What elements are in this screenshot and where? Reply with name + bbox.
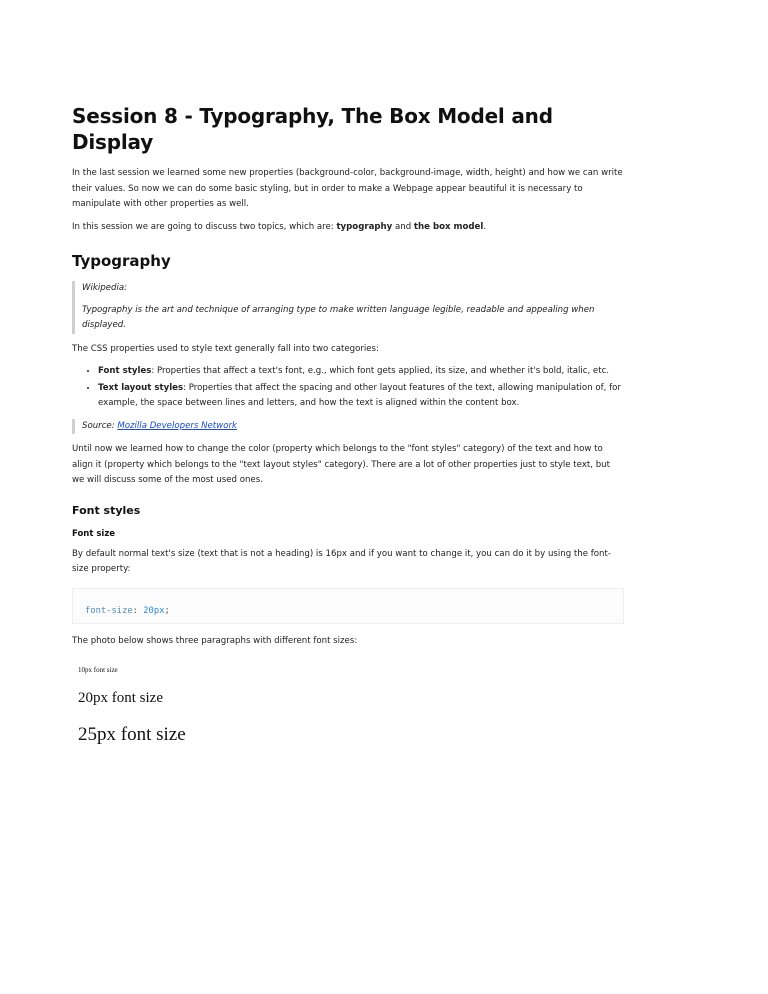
- mdn-link[interactable]: Mozilla Developers Network: [117, 420, 237, 431]
- topics-and: and: [392, 221, 414, 232]
- wikipedia-quote: [72, 281, 624, 334]
- page-title: Session 8 - Typography, The Box Model and Display: [72, 104, 553, 154]
- demo-10px-text: 10px font size: [78, 666, 118, 674]
- list-item-term: Text layout styles: [98, 382, 184, 393]
- quote-source: Wikipedia:: [82, 283, 127, 293]
- list-item-desc: : Properties that affect the spacing and other layout features of the text, allowing manipulation of, for example, the space between lines and letters, and how the text is aligned within the content box.: [98, 382, 621, 408]
- code-value: 20px: [143, 605, 165, 616]
- topics-paragraph: [72, 220, 624, 236]
- font-size-heading: Font size: [72, 528, 116, 539]
- source-line: [82, 419, 624, 435]
- categories-list: [72, 364, 624, 412]
- list-item: [98, 364, 624, 380]
- font-styles-heading: Font styles: [72, 503, 141, 517]
- list-item: [98, 381, 624, 412]
- topics-prefix: In this session we are going to discuss two topics, which are:: [72, 221, 337, 232]
- topics-suffix: .: [483, 221, 487, 232]
- font-size-paragraph: By default normal text's size (text that is not a heading) is 16px and if you want to change it, you can do it by using the font-size property:: [72, 548, 611, 574]
- code-semicolon: ;: [164, 605, 170, 616]
- code-block: [72, 588, 624, 624]
- photo-caption: The photo below shows three paragraphs with different font sizes:: [72, 635, 358, 646]
- categories-intro: The CSS properties used to style text generally fall into two categories:: [72, 343, 379, 354]
- article: [72, 103, 624, 747]
- intro-paragraph: In the last session we learned some new properties (background-color, background-image, width, height) and how we can write their values. So now we can do some basic styling, but in order to make a Webpage appear beautiful it is necessary to manipulate with other properties as well.: [72, 168, 623, 209]
- topic-box-model: the box model: [413, 221, 484, 232]
- code-snippet: [85, 606, 170, 616]
- summary-paragraph: Until now we learned how to change the color (property which belongs to the "font styles" category) of the text and how to align it (property which belongs to the "text layout styles" category). There are a lot of other properties just to style text, but we will discuss some of the most used ones.: [72, 444, 611, 485]
- source-prefix: Source:: [82, 420, 118, 431]
- list-item-term: Font styles: [98, 366, 152, 376]
- code-property: font-size: [85, 605, 133, 616]
- list-item-desc: : Properties that affect a text's font, e.g., which font gets applied, its size, and whether it's bold, italic, etc.: [151, 366, 610, 376]
- font-size-demo-image: [78, 665, 624, 747]
- quote-text: Typography is the art and technique of arranging type to make written language legible, readable and appealing when displayed.: [82, 304, 595, 330]
- demo-25px-text: 25px font size: [78, 724, 186, 745]
- code-colon: :: [132, 605, 144, 616]
- typography-heading: Typography: [72, 252, 171, 270]
- demo-20px-text: 20px font size: [78, 690, 163, 706]
- topic-typography: typography: [336, 221, 393, 232]
- source-quote: [72, 419, 624, 435]
